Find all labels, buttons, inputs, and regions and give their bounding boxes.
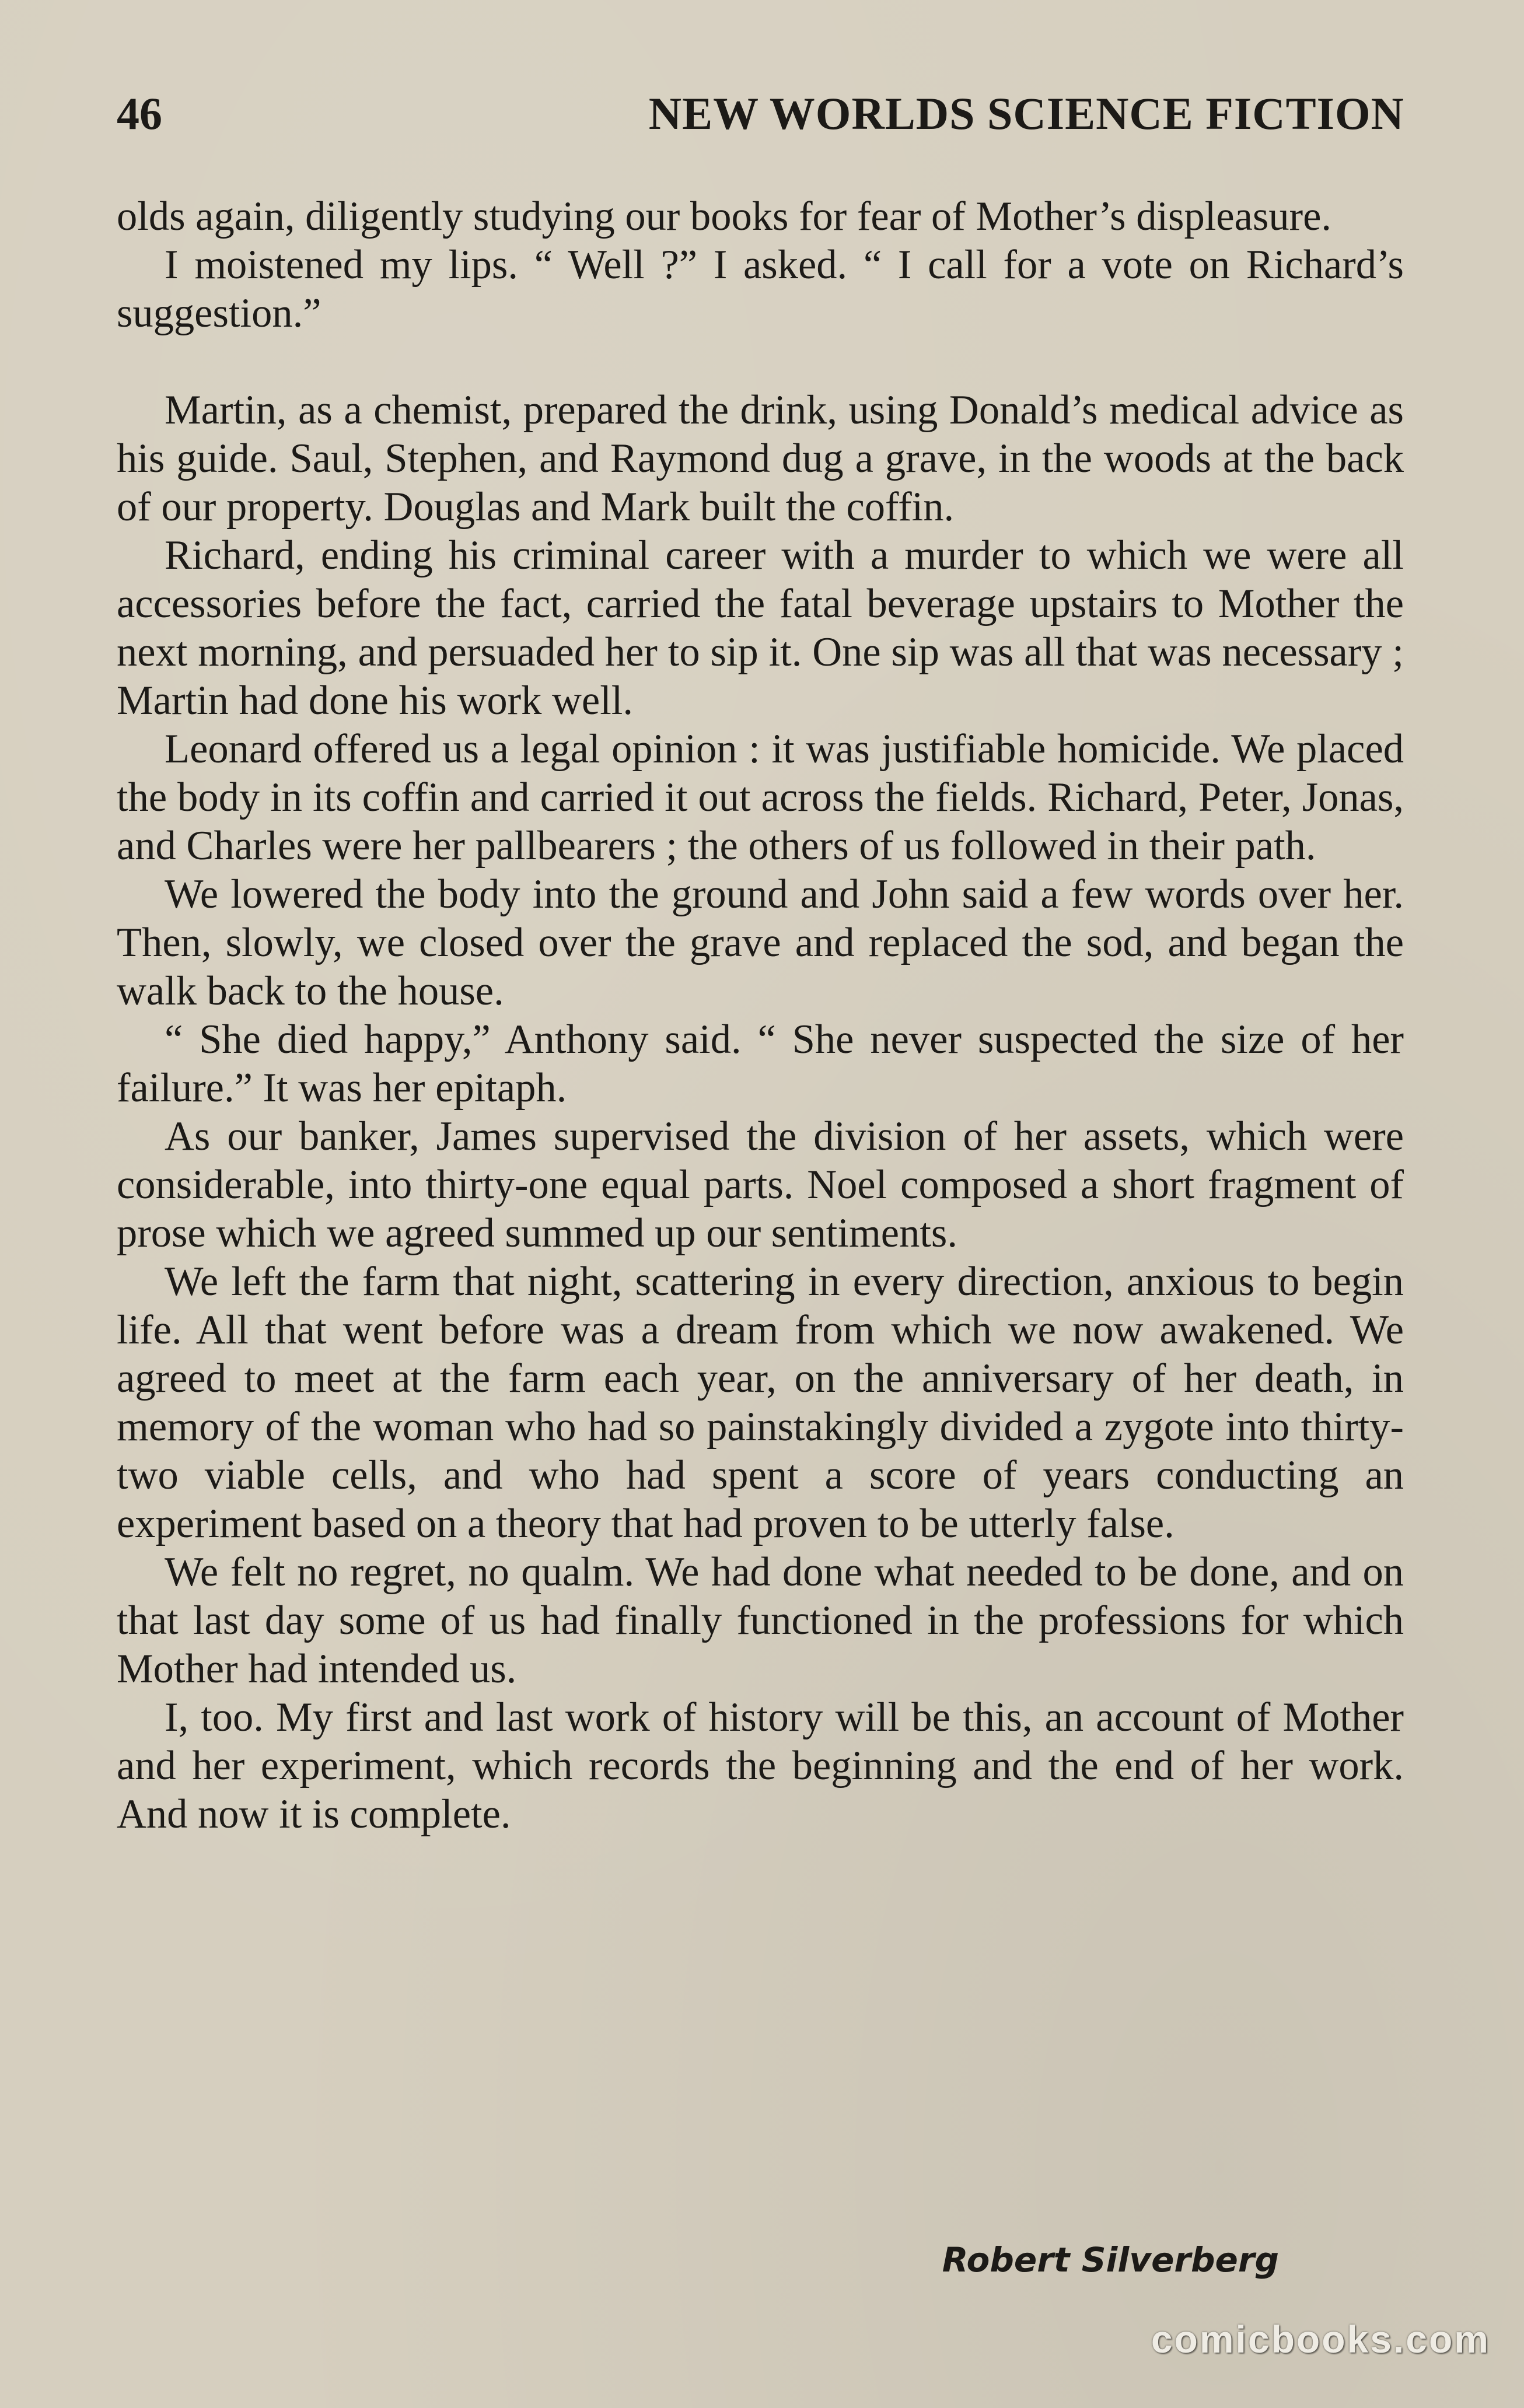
paragraph: Martin, as a chemist, prepared the drink, using Donald’s medical advice as his guide. Saul, Stephen, and Raymond dug a grave, in the woods at the back of our property. Douglas and Mark built the coffin. (117, 387, 1404, 530)
paragraph: Richard, ending his criminal career with a murder to which we were all accessories before the fact, carried the fatal beverage upstairs to Mother the next morning, and persuaded her to sip it. One sip was all that was necessary ; Martin had done his work well. (117, 533, 1404, 723)
paragraph: I, too. My first and last work of history will be this, an account of Mother and her experiment, which records the beginning and the end of her work. And now it is complete. (117, 1695, 1404, 1837)
paragraph: We felt no regret, no qualm. We had done what needed to be done, and on that last day some of us had finally functioned in the professions for which Mother had intended us. (117, 1549, 1404, 1692)
paragraph: “ She died happy,” Anthony said. “ She never suspected the size of her failure.” It was her epitaph. (117, 1017, 1404, 1111)
story-text (117, 192, 1404, 1839)
paragraph: Leonard offered us a legal opinion : it was justifiable homicide. We placed the body in its coffin and carried it out across the fields. Richard, Peter, Jonas, and Charles were her pallbearers ; the others of us followed in their path. (117, 726, 1404, 869)
paragraph: I moistened my lips. “ Well ?” I asked. “ I call for a vote on Richard’s suggestion.” (117, 242, 1404, 336)
page-number: 46 (117, 88, 162, 139)
paragraph: As our banker, James supervised the division of her assets, which were considerable, into thirty-one equal parts. Noel composed a short fragment of prose which we agreed summed up our sentiments. (117, 1114, 1404, 1256)
paragraph: olds again, diligently studying our books for fear of Mother’s displeasure. (117, 194, 1331, 239)
site-watermark: comicbooks.com (1151, 2318, 1490, 2361)
paragraph: We left the farm that night, scattering in every direction, anxious to begin life. All that went before was a dream from which we now awakened. We agreed to meet at the farm each year, on the anniversary of her death, in memory of the woman who had so painstakingly divided a zygote into thirty-two viable cells, and who had spent a score of years conducting an experiment based on a theory that had proven to be utterly false. (117, 1259, 1404, 1546)
page-header (117, 88, 1404, 152)
author-signature: Robert Silverberg (942, 2240, 1279, 2280)
paragraph: We lowered the body into the ground and John said a few words over her. Then, slowly, we closed over the grave and replaced the sod, and began the walk back to the house. (117, 872, 1404, 1014)
running-head: NEW WORLDS SCIENCE FICTION (648, 88, 1404, 139)
